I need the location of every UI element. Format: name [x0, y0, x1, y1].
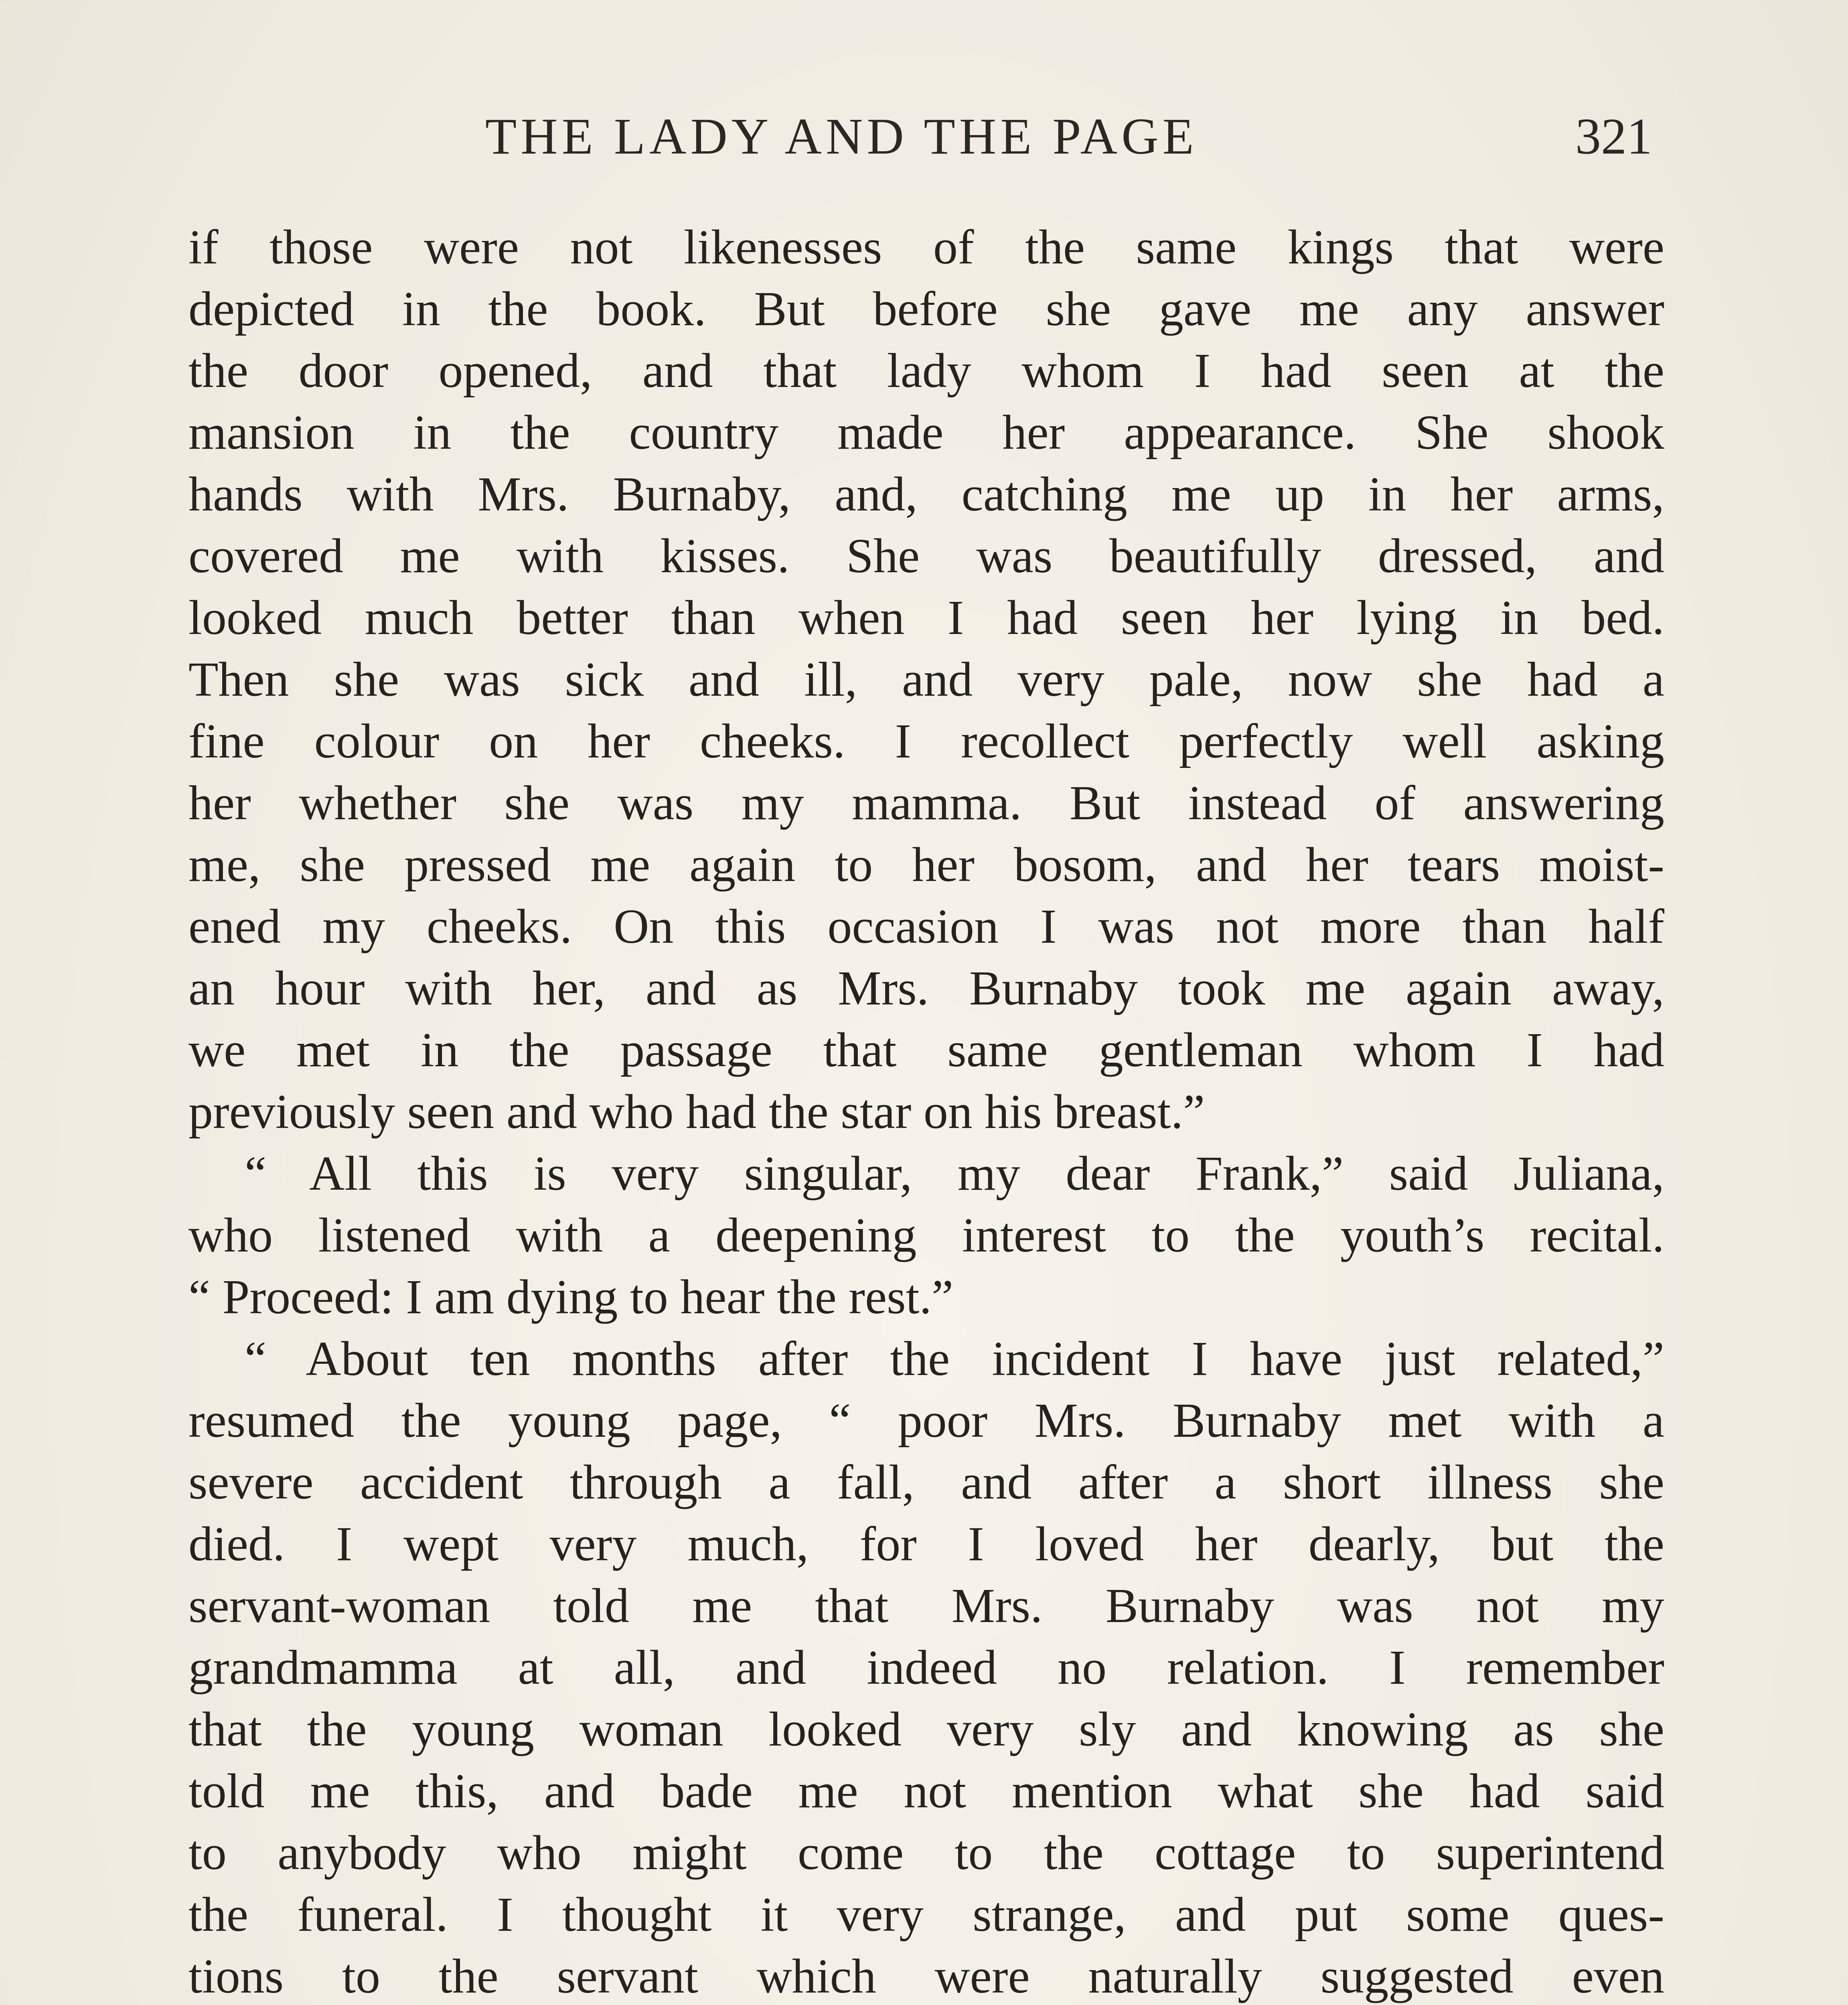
text-line: tions to the servant which were naturally suggested even	[188, 1949, 1664, 2003]
paragraph-start-line: “ About ten months after the incident I have just related,”	[245, 1332, 1664, 1386]
text-line: hands with Mrs. Burnaby, and, catching me up in her arms,	[188, 467, 1664, 521]
text-line: who listened with a deepening interest to the youth’s recital.	[188, 1208, 1664, 1262]
text-line: the door opened, and that lady whom I had seen at the	[188, 344, 1664, 398]
running-title: THE LADY AND THE PAGE	[485, 108, 1198, 165]
text-line: to anybody who might come to the cottage to superintend	[188, 1826, 1664, 1880]
text-line: resumed the young page, “ poor Mrs. Burnaby met with a	[188, 1393, 1664, 1448]
text-line: we met in the passage that same gentleman whom I had	[188, 1023, 1664, 1077]
text-line: the funeral. I thought it very strange, and put some ques-	[188, 1888, 1664, 1942]
text-line: me, she pressed me again to her bosom, and her tears moist-	[188, 838, 1664, 892]
page-number: 321	[1575, 108, 1652, 165]
text-line: if those were not likenesses of the same kings that were	[188, 220, 1664, 274]
text-line: her whether she was my mamma. But instead of answering	[188, 776, 1664, 830]
text-line: servant-woman told me that Mrs. Burnaby was not my	[188, 1579, 1664, 1633]
text-line: severe accident through a fall, and after a short illness she	[188, 1455, 1664, 1509]
paragraph-end-line: “ Proceed: I am dying to hear the rest.”	[188, 1270, 954, 1324]
text-line: covered me with kisses. She was beautifully dressed, and	[188, 529, 1664, 583]
text-line: told me this, and bade me not mention what she had said	[188, 1764, 1664, 1818]
text-line: an hour with her, and as Mrs. Burnaby took me again away,	[188, 961, 1664, 1015]
text-line: grandmamma at all, and indeed no relation. I remember	[188, 1640, 1664, 1695]
text-line: looked much better than when I had seen her lying in bed.	[188, 591, 1664, 645]
text-line: died. I wept very much, for I loved her dearly, but the	[188, 1517, 1664, 1571]
text-line: fine colour on her cheeks. I recollect perfectly well asking	[188, 714, 1664, 768]
text-line: depicted in the book. But before she gave me any answer	[188, 282, 1664, 336]
text-line: ened my cheeks. On this occasion I was not more than half	[188, 899, 1664, 954]
paragraph-start-line: “ All this is very singular, my dear Frank,” said Juliana,	[245, 1146, 1664, 1201]
paragraph-end-line: previously seen and who had the star on his breast.”	[188, 1085, 1205, 1139]
text-line: mansion in the country made her appearance. She shook	[188, 405, 1664, 460]
text-line: Then she was sick and ill, and very pale, now she had a	[188, 652, 1664, 707]
page-header	[188, 100, 1664, 172]
text-line: that the young woman looked very sly and knowing as she	[188, 1702, 1664, 1756]
body-text	[188, 217, 1664, 2005]
